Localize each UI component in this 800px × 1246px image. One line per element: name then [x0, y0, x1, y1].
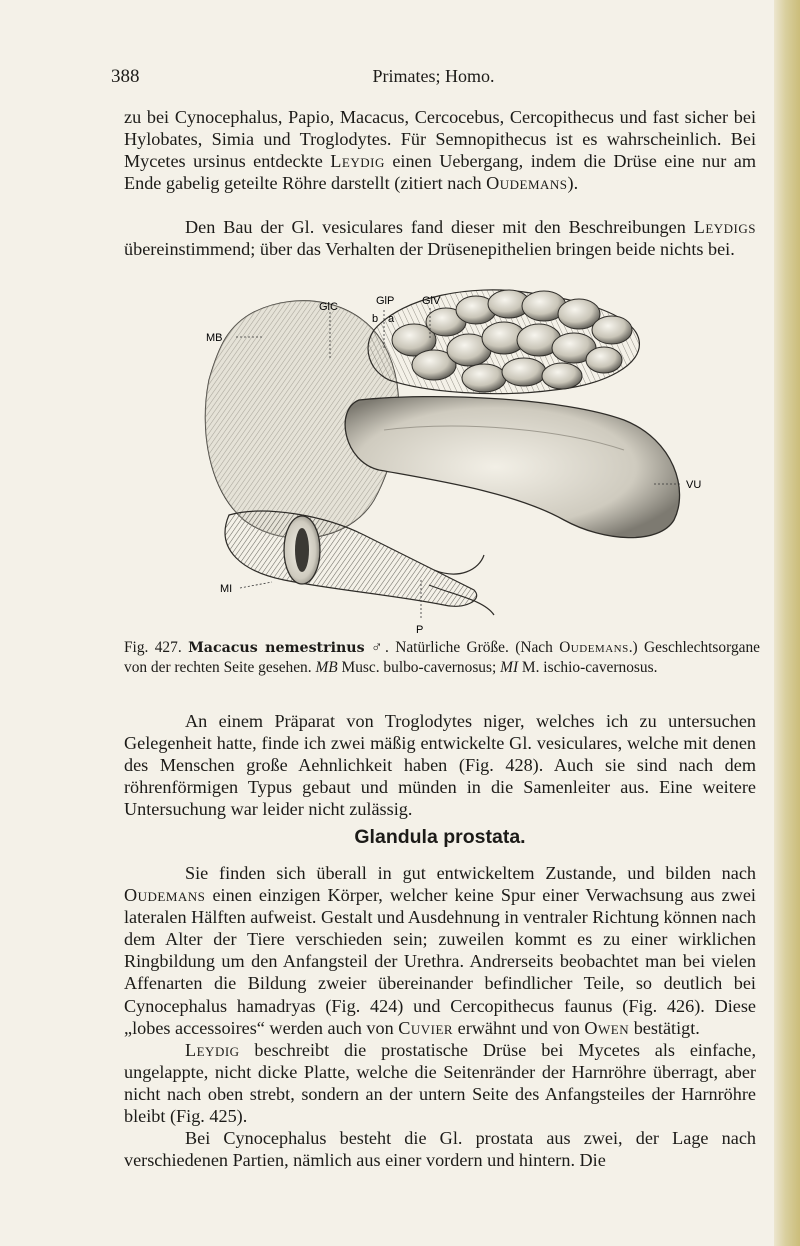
caption-text-1: Natürliche Größe. (Nach: [388, 639, 560, 656]
author-leydig: Leydig: [330, 151, 385, 172]
label-glv: GlV: [422, 295, 441, 307]
caption-text-2: .) Geschlechtsorgane von der rechten Seite gesehen.: [124, 639, 760, 677]
para1-line-2: sicher bei Hylobates, Simia und Troglodytes. Für Semnopithecus ist es: [124, 107, 756, 150]
label-mb: MB: [206, 332, 223, 344]
author-oudemans: Oudemans: [124, 885, 206, 906]
page-header: [111, 66, 756, 90]
para2-text-2: übereinstimmend; über das Verhalten der Drüsenepithelien bringen beide nichts bei.: [124, 239, 735, 260]
label-b: b: [372, 313, 379, 325]
label-glc: GlC: [319, 301, 338, 313]
page-number: 388: [111, 66, 140, 87]
caption-mi: MI: [500, 659, 519, 677]
para1-line-4: indem die Drüse eine nur am Ende gabelig geteilte Röhre darstellt: [124, 151, 757, 194]
para4-text-2: einen einzigen Körper, welcher keine Spur einer Verwachsung aus zwei lateralen Hälften aufweist. Gestalt und Ausdehnung in ventraler Richtung können nach dem Alter der Tiere verschieden sein; zuweilen kommt es zu einer wirklichen Ringbildung um den Anfangsteil der Urethra. Andrerseits beobachtet man bei vielen Affenarten die Bildung zweier übereinander befindlicher Teile, so deutlich bei Cynocephalus hamadryas (Fig. 424) und Cercopithecus faunus (Fig. 426). Diese „lobes accessoires“ werden auch von: [124, 885, 756, 1038]
running-head: Primates; Homo.: [372, 66, 495, 86]
author-leydig: Leydig: [185, 1039, 240, 1060]
section-heading: Glandula prostata.: [354, 826, 526, 848]
author-oudemans: Oudemans: [486, 173, 568, 194]
caption-sex-symbol: ♂.: [370, 639, 389, 656]
label-vu: VU: [686, 479, 702, 491]
figure-427: [184, 280, 724, 638]
label-a: a: [388, 313, 395, 325]
bulbus-urethrae: [225, 511, 477, 606]
para4-text-3: erwähnt und von: [453, 1017, 585, 1038]
caption-mb: MB: [315, 659, 338, 677]
figure-caption: [124, 638, 760, 677]
para4-text-6: Bei Cynocephalus besteht die Gl. prostata aus zwei, der Lage nach verschiedenen Partien, nämlich aus einer vordern und hintern. Die: [124, 1128, 756, 1171]
caption-text-3: Musc. bulbo-cavernosus;: [337, 659, 501, 677]
author-cuvier: Cuvier: [398, 1017, 454, 1038]
para2-text-1: Den Bau der Gl. vesiculares fand dieser mit den Beschreibungen: [185, 217, 686, 237]
label-glp: GlP: [376, 295, 395, 307]
paragraph-4: [124, 862, 756, 1171]
label-p: P: [416, 624, 424, 636]
anatomical-illustration: [184, 280, 724, 638]
label-mi: MI: [220, 583, 233, 595]
para1-line-3: wahrscheinlich. Bei Mycetes ursinus entdeckte Leydig einen Uebergang,: [124, 129, 756, 172]
vesicle-tube: [345, 397, 679, 538]
caption-species: Macacus nemestrinus: [188, 640, 365, 656]
author-owen: Owen: [584, 1017, 630, 1038]
author-leydigs: Leydigs: [693, 217, 757, 237]
vesicular-gland-lobes: [368, 290, 639, 394]
caption-fig-label: Fig. 427.: [124, 639, 182, 656]
para1-line-1: zu bei Cynocephalus, Papio, Macacus, Cercocebus, Cercopithecus und fast: [124, 107, 679, 127]
page-edge-shadow: [774, 0, 800, 1246]
para3-text: An einem Präparat von Troglodytes niger, welches ich zu untersuchen Gelegenheit hatte, finde ich zwei mäßig entwickelte Gl. vesiculares, welche mit denen des Menschen große Aehnlichkeit haben (Fig. 428). Auch sie sind nach dem röhrenförmigen Typus gebaut und münden in die Samenleiter aus. Eine weitere Untersuchung war leider nicht zulässig.: [124, 711, 756, 820]
para4-text-1: Sie finden sich überall in gut entwickeltem Zustande, und bilden nach: [185, 863, 756, 883]
para4-text-5: beschreibt die prostatische Drüse bei Mycetes als einfache, ungelappte, nicht dicke Platte, welche die Seitenränder der Harnröhre überragt, aber nicht nach oben strebt, sondern an der untern Seite des Anfangsteiles der Harnröhre bleibt (Fig. 425).: [124, 1039, 756, 1127]
paragraph-2: [124, 216, 756, 260]
para1-line-5: (zitiert nach Oudemans).: [394, 173, 579, 194]
paragraph-1: [124, 106, 756, 194]
paragraph-3: [124, 710, 756, 820]
para4-text-4: bestätigt.: [629, 1017, 700, 1038]
caption-text-4: M. ischio-cavernosus.: [518, 659, 658, 677]
caption-author: Oudemans: [559, 639, 629, 656]
